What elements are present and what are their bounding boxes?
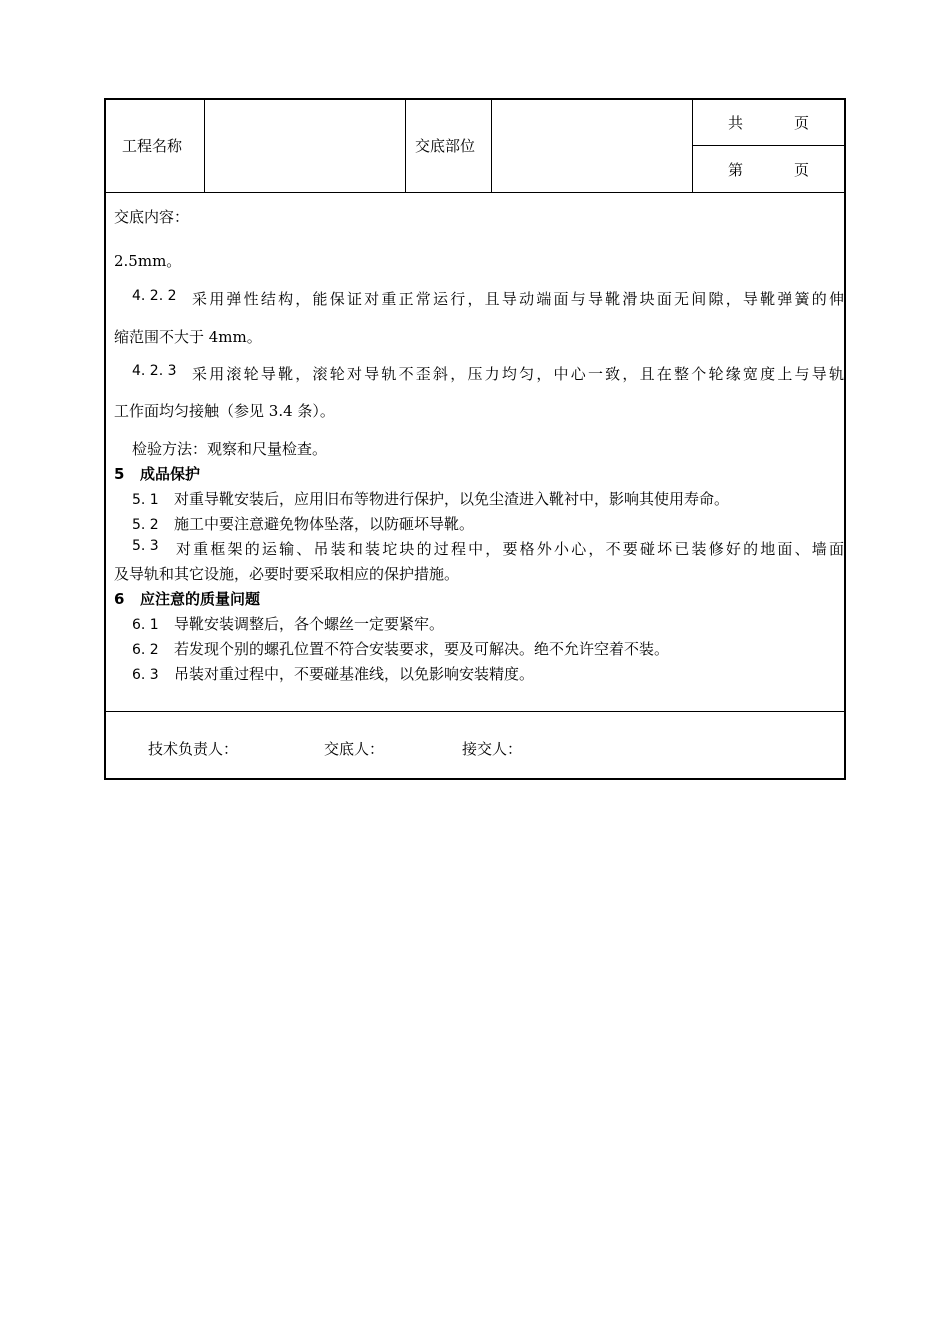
item-6-3-number: 6. 3	[132, 667, 159, 683]
section-6-heading	[114, 588, 836, 609]
total-pages-left: 共	[728, 114, 744, 132]
page-number-left: 第	[728, 161, 744, 179]
item-6-1-number: 6. 1	[132, 617, 159, 633]
item-6-1-text: 导靴安装调整后，各个螺丝一定要紧牢。	[174, 615, 445, 633]
item-5-1-text: 对重导靴安装后，应用旧布等物进行保护，以免尘渣进入靴衬中，影响其使用寿命。	[174, 490, 730, 508]
section-6-number: 6	[114, 590, 125, 608]
content-line-continued: 2.5mm。	[114, 252, 182, 270]
item-6-3	[132, 663, 836, 684]
item-5-3-number: 5. 3	[132, 538, 159, 554]
section-6-title: 应注意的质量问题	[140, 590, 261, 608]
item-6-2-text: 若发现个别的螺孔位置不符合安装要求，要及可解决。绝不允许空着不装。	[174, 640, 670, 658]
content-heading: 交底内容：	[114, 208, 190, 226]
item-5-1-number: 5. 1	[132, 492, 159, 508]
item-6-2	[132, 638, 836, 659]
item-4-2-3	[132, 363, 844, 384]
receiver-signature-label: 接交人：	[462, 740, 523, 758]
disclosure-content	[114, 100, 844, 710]
item-4-2-2-number: 4. 2. 2	[132, 288, 177, 304]
inspection-method: 检验方法：观察和尺量检查。	[132, 440, 328, 458]
item-5-3-continued: 及导轨和其它设施，必要时要采取相应的保护措施。	[114, 565, 460, 583]
position-label: 交底部位	[415, 137, 476, 155]
tech-lead-signature-label: 技术负责人：	[148, 740, 239, 758]
item-4-2-2	[132, 288, 844, 309]
item-6-3-text: 吊装对重过程中，不要碰基准线，以免影响安装精度。	[174, 665, 535, 683]
project-name-label: 工程名称	[122, 137, 183, 155]
item-4-2-2-continued: 缩范围不大于 4mm。	[114, 328, 262, 346]
section-5-number: 5	[114, 465, 125, 483]
total-pages-right: 页	[794, 114, 810, 132]
item-5-2-number: 5. 2	[132, 517, 159, 533]
item-6-1	[132, 613, 836, 634]
signature-divider	[106, 711, 844, 712]
item-5-2-text: 施工中要注意避免物体坠落，以防砸坏导靴。	[174, 515, 475, 533]
item-6-2-number: 6. 2	[132, 642, 159, 658]
item-5-3-text: 对重框架的运输、吊装和装坨块的过程中，要格外小心，不要碰坏已装修好的地面、墙面	[176, 540, 844, 558]
item-5-3	[132, 538, 844, 559]
item-5-2	[132, 513, 836, 534]
section-5-title: 成品保护	[140, 465, 201, 483]
item-5-1	[132, 488, 836, 509]
item-4-2-3-text: 采用滚轮导靴，滚轮对导轨不歪斜，压力均匀，中心一致，且在整个轮缘宽度上与导轨	[192, 365, 844, 383]
item-4-2-3-number: 4. 2. 3	[132, 363, 177, 379]
section-5-heading	[114, 463, 836, 484]
disclosure-form	[104, 98, 846, 780]
page-number-right: 页	[794, 161, 810, 179]
presenter-signature-label: 交底人：	[324, 740, 385, 758]
item-4-2-3-continued: 工作面均匀接触（参见 3.4 条）。	[114, 402, 335, 420]
item-4-2-2-text: 采用弹性结构，能保证对重正常运行，且导动端面与导靴滑块面无间隙，导靴弹簧的伸	[192, 290, 844, 308]
